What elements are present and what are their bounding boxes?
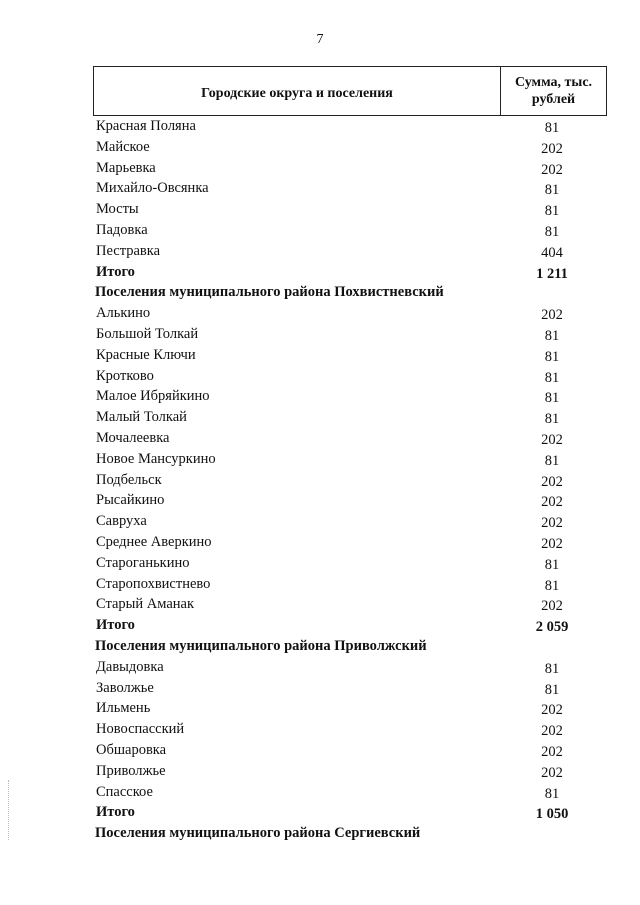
settlement-name: Старый Аманак [96, 596, 195, 613]
sum-value: 81 [544, 348, 560, 365]
sum-value: 202 [541, 140, 563, 157]
sum-value: 81 [544, 681, 560, 698]
table-row [0, 242, 640, 263]
table-row [0, 595, 640, 616]
settlement-name: Спасское [96, 783, 153, 800]
table-row [0, 325, 640, 346]
table-row [0, 138, 640, 159]
table-body [0, 117, 640, 845]
table-row [0, 429, 640, 450]
table-row [0, 679, 640, 700]
settlement-name: Новоспасский [96, 721, 185, 738]
sum-value: 81 [544, 452, 560, 469]
table-row [0, 450, 640, 471]
table-row [0, 658, 640, 679]
sum-value: 404 [541, 244, 563, 261]
table-row [0, 159, 640, 180]
sum-value: 202 [541, 515, 563, 532]
sum-value: 202 [541, 598, 563, 615]
total-row [0, 803, 640, 824]
table-row [0, 575, 640, 596]
settlement-name: Марьевка [96, 159, 156, 176]
table-header [93, 66, 607, 116]
section-heading-row [0, 637, 640, 658]
settlement-name: Приволжье [96, 762, 166, 779]
section-heading-row [0, 283, 640, 304]
sum-value: 202 [541, 702, 563, 719]
sum-value: 202 [541, 161, 563, 178]
sum-value: 81 [544, 369, 560, 386]
table-row [0, 783, 640, 804]
settlement-name: Старопохвистнево [96, 575, 211, 592]
table-row [0, 720, 640, 741]
table-row [0, 699, 640, 720]
header-sum-line2: рублей [531, 92, 576, 107]
table-row [0, 200, 640, 221]
header-sum-line1: Сумма, тыс. [514, 75, 593, 90]
settlement-name: Итого [96, 263, 135, 280]
settlement-name: Ильмень [96, 700, 151, 717]
table-row [0, 221, 640, 242]
settlement-name: Малое Ибряйкино [96, 388, 210, 405]
total-sum: 1 050 [535, 806, 569, 823]
sum-value: 202 [541, 494, 563, 511]
table-row [0, 762, 640, 783]
settlement-name: Большой Толкай [96, 325, 199, 342]
settlement-name: Староганькино [96, 554, 190, 571]
total-row [0, 616, 640, 637]
section-title: Поселения муниципального района Похвистневский [95, 284, 444, 301]
table-row [0, 512, 640, 533]
sum-value: 202 [541, 307, 563, 324]
sum-value: 81 [544, 577, 560, 594]
sum-value: 202 [541, 723, 563, 740]
sum-value: 202 [541, 764, 563, 781]
table-row [0, 179, 640, 200]
sum-value: 81 [544, 660, 560, 677]
table-row [0, 554, 640, 575]
table-row [0, 741, 640, 762]
settlement-name: Савруха [96, 513, 147, 530]
settlement-name: Красные Ключи [96, 346, 196, 363]
page-number: 7 [316, 32, 324, 47]
settlement-name: Подбельск [96, 471, 162, 488]
settlement-name: Малый Толкай [96, 409, 187, 426]
section-title: Поселения муниципального района Приволжский [95, 637, 427, 654]
settlement-name: Заволжье [96, 679, 154, 696]
section-title: Поселения муниципального района Сергиевский [95, 825, 421, 842]
settlement-name: Михайло-Овсянка [96, 180, 209, 197]
sum-value: 202 [541, 743, 563, 760]
table-row [0, 304, 640, 325]
sum-value: 202 [541, 431, 563, 448]
settlement-name: Итого [96, 617, 135, 634]
table-row [0, 387, 640, 408]
settlement-name: Мосты [96, 201, 139, 218]
settlement-name: Среднее Аверкино [96, 533, 212, 550]
table-row [0, 471, 640, 492]
settlement-name: Кротково [96, 367, 154, 384]
table-row [0, 346, 640, 367]
sum-value: 202 [541, 473, 563, 490]
scan-artifact [8, 780, 11, 840]
settlement-name: Итого [96, 804, 135, 821]
sum-value: 202 [541, 535, 563, 552]
sum-value: 81 [544, 785, 560, 802]
settlement-name: Новое Мансуркино [96, 450, 216, 467]
sum-value: 81 [544, 556, 560, 573]
settlement-name: Падовка [96, 221, 148, 238]
sum-value: 81 [544, 182, 560, 199]
sum-value: 81 [544, 327, 560, 344]
total-sum: 2 059 [535, 619, 569, 636]
sum-value: 81 [544, 390, 560, 407]
settlement-name: Обшаровка [96, 741, 167, 758]
sum-value: 81 [544, 223, 560, 240]
sum-value: 81 [544, 203, 560, 220]
table-row [0, 117, 640, 138]
settlement-name: Майское [96, 138, 150, 155]
table-row [0, 367, 640, 388]
table-row [0, 533, 640, 554]
settlement-name: Алькино [96, 305, 151, 322]
total-sum: 1 211 [536, 265, 568, 282]
table-row [0, 408, 640, 429]
settlement-name: Мочалеевка [96, 429, 170, 446]
header-sum-column [501, 67, 606, 115]
total-row [0, 263, 640, 284]
sum-value: 81 [544, 411, 560, 428]
sum-value: 81 [544, 120, 560, 136]
settlement-name: Рысайкино [96, 492, 165, 509]
header-name-column: Городские округа и поселения [94, 67, 501, 115]
section-heading-row [0, 824, 640, 845]
settlement-name: Красная Поляна [96, 118, 196, 134]
settlement-name: Пестравка [96, 242, 161, 259]
settlement-name: Давыдовка [96, 658, 164, 675]
table-row [0, 491, 640, 512]
